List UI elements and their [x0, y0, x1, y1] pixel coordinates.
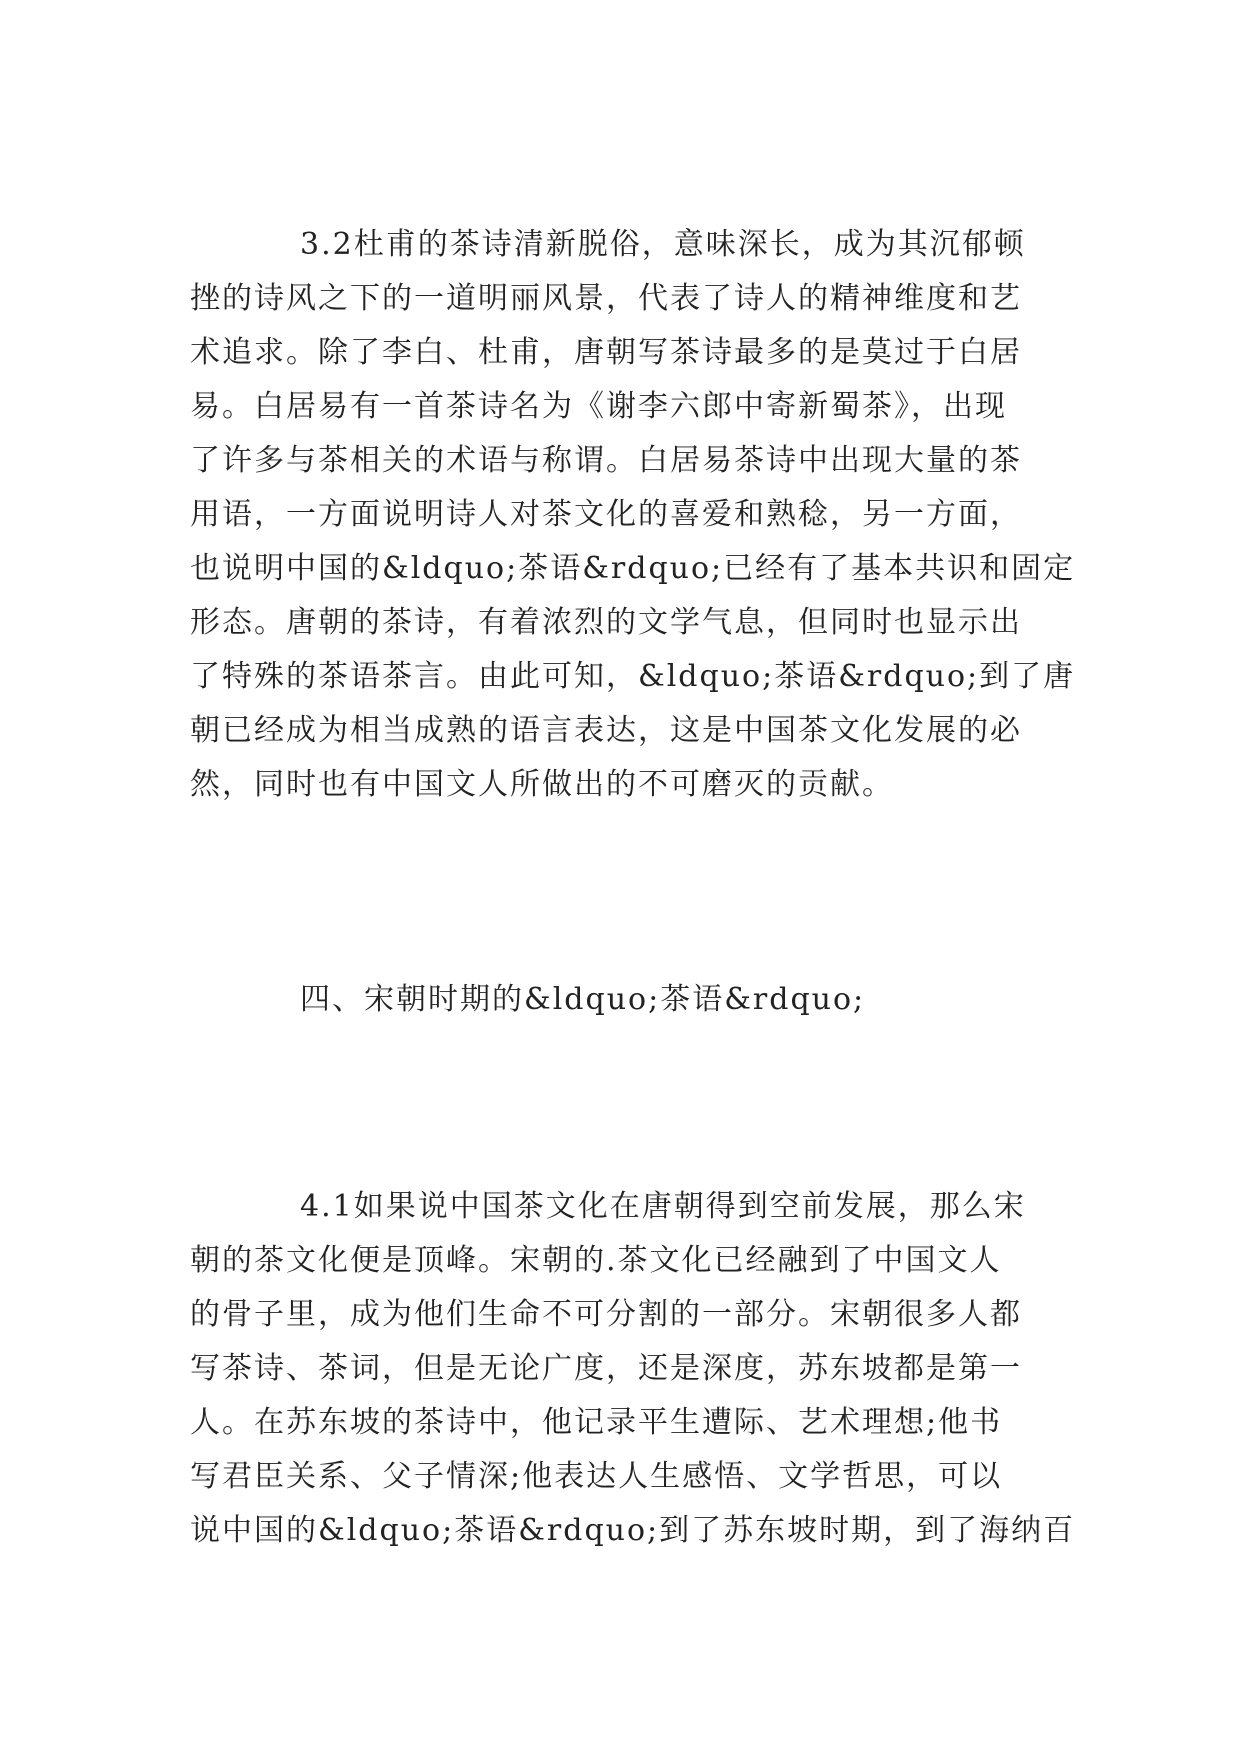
paragraph-line: 写茶诗、茶词，但是无论广度，还是深度，苏东坡都是第一 [190, 1351, 1022, 1386]
paragraph-line: 写君臣关系、父子情深;他表达人生感悟、文学哲思，可以 [190, 1459, 1003, 1494]
paragraph-3-2 [190, 218, 1076, 812]
paragraph-line: 形态。唐朝的茶诗，有着浓烈的文学气息，但同时也显示出 [190, 605, 1022, 640]
paragraph-4-1 [190, 1180, 1076, 1558]
paragraph-line: 3.2杜甫的茶诗清新脱俗，意味深长，成为其沉郁顿 [300, 227, 1026, 262]
paragraph-line: 挫的诗风之下的一道明丽风景，代表了诗人的精神维度和艺 [190, 281, 1022, 316]
paragraph-line: 用语，一方面说明诗人对茶文化的喜爱和熟稔，另一方面， [190, 497, 1022, 532]
paragraph-line: 人。在苏东坡的茶诗中，他记录平生遭际、艺术理想;他书 [190, 1405, 1003, 1440]
paragraph-line: 也说明中国的&ldquo;茶语&rdquo;已经有了基本共识和固定 [190, 551, 1076, 586]
paragraph-line: 术追求。除了李白、杜甫，唐朝写茶诗最多的是莫过于白居 [190, 335, 1022, 370]
paragraph-line: 了许多与茶相关的术语与称谓。白居易茶诗中出现大量的茶 [190, 443, 1022, 478]
paragraph-line: 朝的茶文化便是顶峰。宋朝的.茶文化已经融到了中国文人 [190, 1243, 1002, 1278]
paragraph-line: 然，同时也有中国文人所做出的不可磨灭的贡献。 [190, 767, 894, 802]
section-heading [190, 973, 1070, 1027]
paragraph-line: 朝已经成为相当成熟的语言表达，这是中国茶文化发展的必 [190, 713, 1022, 748]
paragraph-line: 的骨子里，成为他们生命不可分割的一部分。宋朝很多人都 [190, 1297, 1022, 1332]
paragraph-line: 易。白居易有一首茶诗名为《谢李六郎中寄新蜀茶》，出现 [190, 389, 1007, 424]
paragraph-line: 4.1如果说中国茶文化在唐朝得到空前发展，那么宋 [300, 1189, 1026, 1224]
paragraph-line: 说中国的&ldquo;茶语&rdquo;到了苏东坡时期，到了海纳百 [190, 1513, 1076, 1548]
paragraph-line: 了特殊的茶语茶言。由此可知，&ldquo;茶语&rdquo;到了唐 [190, 659, 1076, 694]
section-heading-text: 四、宋朝时期的&ldquo;茶语&rdquo; [300, 982, 866, 1017]
